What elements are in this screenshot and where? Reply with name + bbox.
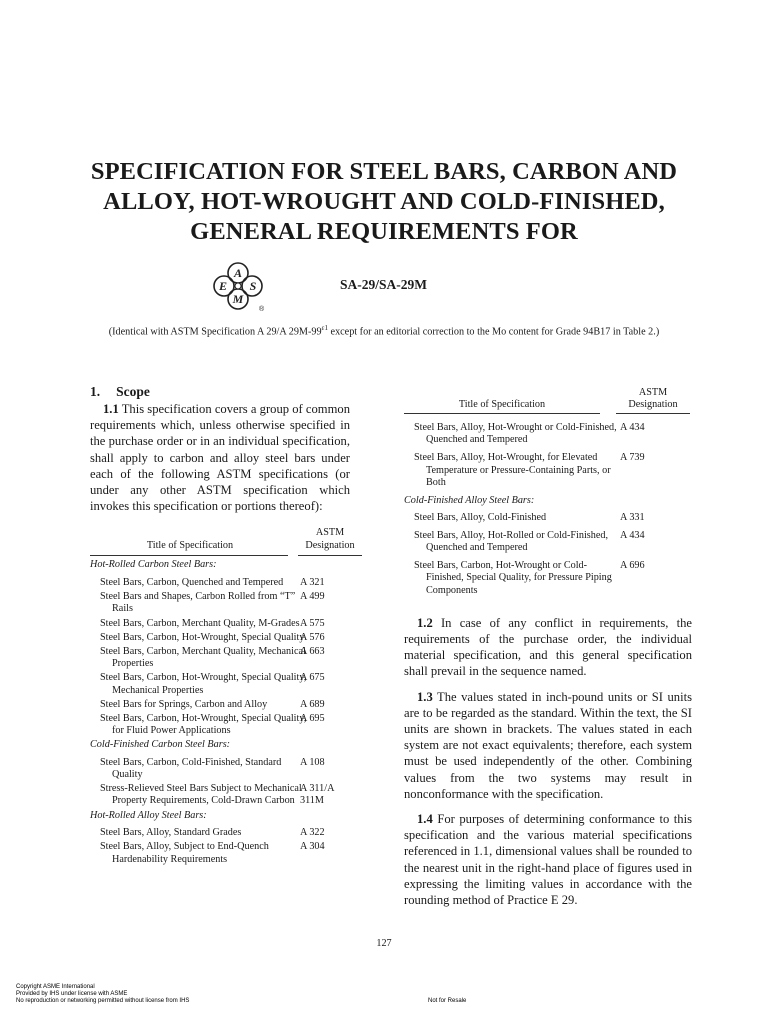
header-rule <box>298 555 362 556</box>
astm-designation: A 434 <box>620 422 645 433</box>
table-section-heading: Cold-Finished Carbon Steel Bars: <box>90 739 231 751</box>
document-title <box>60 157 708 247</box>
table-row <box>404 530 692 554</box>
paragraph-1-1 <box>90 401 350 514</box>
spec-title: Stress-Relieved Steel Bars Subject to Mechanical Property Requirements, Cold-Drawn Carbon <box>100 783 302 807</box>
table-row <box>90 827 350 839</box>
table-row <box>90 783 350 807</box>
logo-letter: E <box>218 279 228 293</box>
editorial-note <box>0 324 768 337</box>
astm-designation: A 689 <box>300 698 325 710</box>
table-section-heading: Hot-Rolled Carbon Steel Bars: <box>90 559 217 571</box>
paragraph-1-4 <box>404 811 692 908</box>
spec-title: Steel Bars, Carbon, Hot-Wrought, Special Quality, for Fluid Power Applications <box>100 712 307 737</box>
table-row <box>90 757 350 781</box>
title-line: GENERAL REQUIREMENTS FOR <box>190 218 578 245</box>
astm-designation: A 576 <box>300 631 325 643</box>
astm-designation: A 739 <box>620 452 645 464</box>
spec-table-right <box>404 422 692 489</box>
body-paragraphs <box>404 615 692 908</box>
spec-table-left <box>90 559 350 865</box>
logo-letter: M <box>232 292 244 306</box>
section-title: Scope <box>116 384 150 399</box>
paragraph-number: 1.1 <box>103 402 119 416</box>
title-line: ALLOY, HOT-WROUGHT AND COLD-FINISHED, <box>103 188 665 215</box>
table-row <box>90 672 350 696</box>
astm-designation: A 695 <box>300 712 325 724</box>
astm-designation: A 499 <box>300 591 325 603</box>
column-header-astm: Designation <box>305 540 355 552</box>
right-column <box>404 386 692 908</box>
spec-title: Steel Bars, Carbon, Merchant Quality, M-Grades <box>100 617 300 629</box>
footer-line: No reproduction or networking permitted without license from IHS <box>16 998 190 1005</box>
spec-title: Steel Bars, Alloy, Subject to End-Quench Hardenability Requirements <box>100 841 269 865</box>
table-row <box>90 713 350 737</box>
table-row <box>90 632 350 644</box>
spec-title: Steel Bars for Springs, Carbon and Alloy <box>100 698 268 710</box>
table-row <box>90 577 350 589</box>
astm-designation: A 663 <box>300 645 325 657</box>
table-row <box>404 452 692 489</box>
header-rule <box>616 413 690 414</box>
table-row <box>90 699 350 711</box>
spec-title: Steel Bars, Alloy, Hot-Wrought, for Elevated Temperature or Pressure-Containing Parts, or Both <box>414 452 611 488</box>
page-number: 127 <box>376 938 392 949</box>
column-header-astm: ASTM <box>638 387 668 398</box>
astm-designation: A 108 <box>300 756 325 768</box>
astm-designation: A 696 <box>620 560 645 572</box>
spec-title: Steel Bars and Shapes, Carbon Rolled from “T” Rails <box>100 591 296 615</box>
asme-logo <box>210 259 266 315</box>
table-row <box>90 591 350 615</box>
table-section-heading: Hot-Rolled Alloy Steel Bars: <box>90 809 207 821</box>
spec-title: Steel Bars, Carbon, Hot-Wrought, Special Quality <box>100 631 305 643</box>
note-superscript: ε1 <box>321 324 328 332</box>
spec-title: Steel Bars, Carbon, Hot-Wrought or Cold-Finished, Special Quality, for Pressure Piping Components <box>414 560 612 596</box>
paragraph-text: The values stated in inch-pound units or SI units are to be regarded as the standard. Within the text, the SI units are shown in brackets. The values stated in each system are not exact equivalents; therefore, each system must be used independently of the other. Combining values from the two systems may result in nonconformance with the specification. <box>404 689 692 801</box>
column-header-title: Title of Specification <box>458 399 546 410</box>
astm-designation: A 304 <box>300 841 325 853</box>
paragraph-number: 1.2 <box>417 615 433 630</box>
spec-title: Steel Bars, Carbon, Merchant Quality, Mechanical Properties <box>100 645 306 670</box>
note-text: except for an editorial correction to the Mo content for Grade 94B17 in Table 2.) <box>328 326 660 338</box>
paragraph-1-2 <box>404 615 692 680</box>
spec-table-right <box>404 512 692 597</box>
astm-designation: A 321 <box>300 576 325 588</box>
resale-notice: Not for Resale <box>428 998 467 1004</box>
table-header <box>404 386 692 412</box>
column-header-title: Title of Specification <box>146 540 234 552</box>
logo-letter: A <box>233 266 243 280</box>
header-rule <box>404 413 600 414</box>
paragraph-text: In case of any conflict in requirements, the requirements of the purchase order, the individual material specification, and this general specification shall prevail in the sequence named. <box>404 615 692 679</box>
spec-title: Steel Bars, Alloy, Cold-Finished <box>414 511 547 523</box>
paragraph-number: 1.3 <box>417 689 433 704</box>
paragraph-text: For purposes of determining conformance to this specification and the various material specifications referenced in 1.1, dimensional values shall be rounded to the nearest unit in the right-hand place of figures used in expressing the limiting values in accordance with the rounding method of Practice E 29. <box>404 811 692 907</box>
spec-title: Steel Bars, Carbon, Hot-Wrought, Special Quality, Mechanical Properties <box>100 672 307 696</box>
table-row <box>90 841 350 865</box>
spec-title: Steel Bars, Carbon, Quenched and Tempered <box>100 576 284 588</box>
table-row <box>404 422 692 446</box>
astm-designation: A 322 <box>300 827 325 839</box>
astm-designation: A 331 <box>620 511 645 523</box>
specification-designation: SA-29/SA-29M <box>340 277 427 292</box>
footer-line: Copyright ASME International <box>16 984 95 990</box>
table-section-heading: Cold-Finished Alloy Steel Bars: <box>404 495 535 507</box>
title-line: SPECIFICATION FOR STEEL BARS, CARBON AND <box>90 158 678 185</box>
table-row <box>404 560 692 597</box>
table-row <box>90 618 350 630</box>
paragraph-1-3 <box>404 689 692 802</box>
column-header-astm: ASTM <box>315 527 345 539</box>
logo-letter: S <box>249 279 257 293</box>
spec-title: Steel Bars, Alloy, Hot-Rolled or Cold-Finished, Quenched and Tempered <box>414 529 609 553</box>
spec-title: Steel Bars, Alloy, Standard Grades <box>100 827 242 839</box>
table-row <box>90 646 350 670</box>
astm-designation: A 434 <box>620 529 645 541</box>
footer-line: Provided by IHS under license with ASME <box>16 991 128 998</box>
table-header <box>90 525 355 553</box>
header-rule <box>90 555 288 556</box>
astm-designation: A 311/A 311M <box>300 783 334 807</box>
note-text: (Identical with ASTM Specification A 29/A 29M-99 <box>108 326 322 338</box>
section-number: 1. <box>90 384 101 399</box>
spec-title: Steel Bars, Alloy, Hot-Wrought or Cold-Finished, Quenched and Tempered <box>414 422 617 446</box>
copyright-footer <box>16 984 189 1006</box>
left-column <box>90 384 355 868</box>
paragraph-number: 1.4 <box>417 811 433 826</box>
astm-designation: A 575 <box>300 617 325 629</box>
astm-designation: A 675 <box>300 672 325 684</box>
spec-title: Steel Bars, Carbon, Cold-Finished, Standard Quality <box>100 756 282 781</box>
table-row <box>404 512 692 524</box>
registered-mark: ® <box>259 306 265 313</box>
column-header-astm: Designation <box>628 399 678 410</box>
paragraph-text: This specification covers a group of common requirements which, unless otherwise specified in the purchase order or in an individual specification, shall apply to carbon and alloy steel bars under each of the following ASTM specifications (or under any other ASTM specification which invokes this specification or portions thereof): <box>90 402 350 514</box>
section-heading <box>90 384 350 401</box>
